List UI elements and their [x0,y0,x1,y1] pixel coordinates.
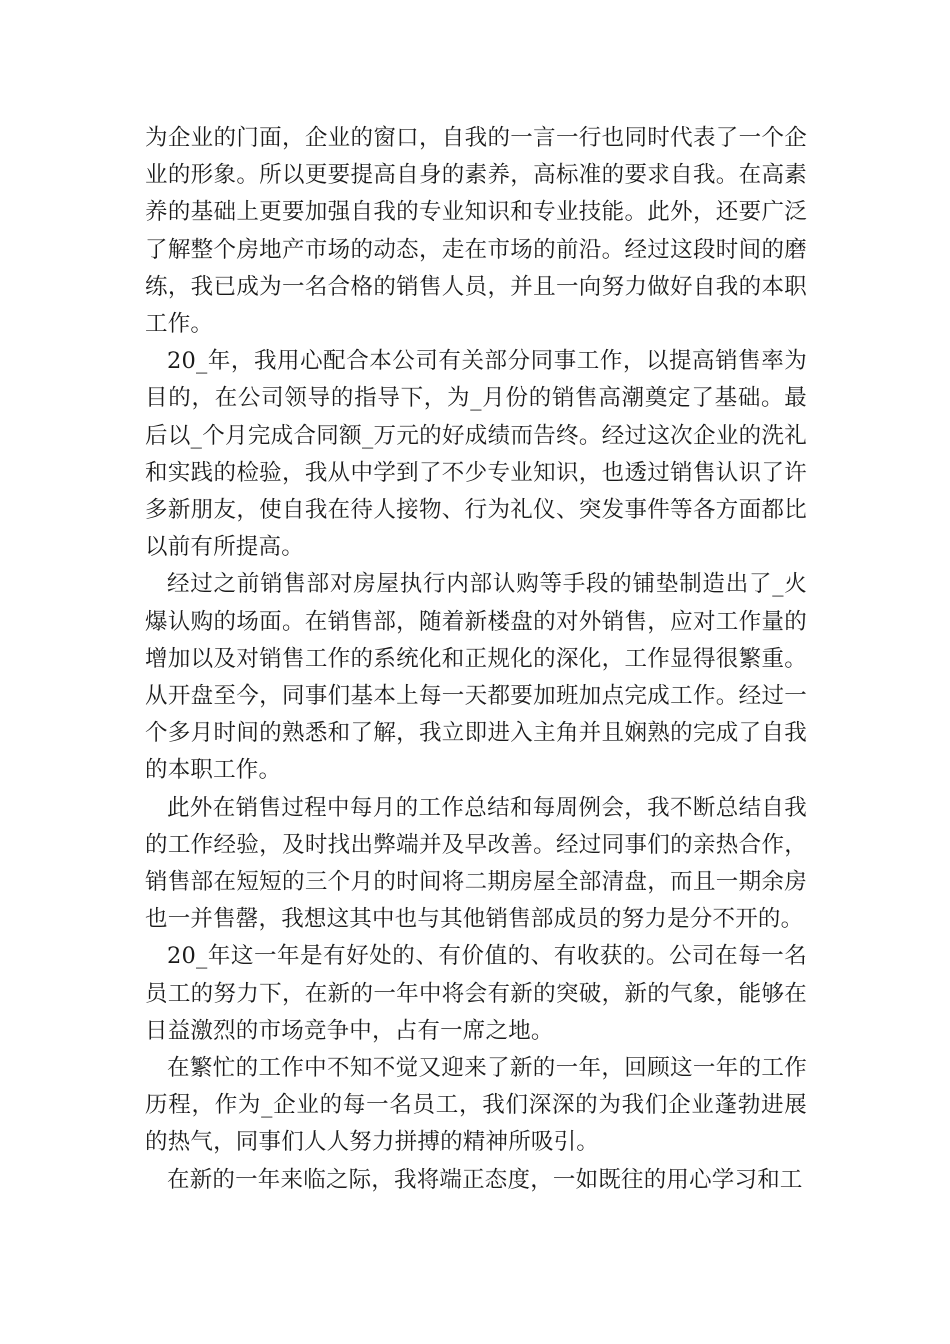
paragraph: 为企业的门面，企业的窗口，自我的一言一行也同时代表了一个企业的形象。所以更要提高自身的素养，高标准的要求自我。在高素养的基础上更要加强自我的专业知识和专业技能。此外，还要广泛了解整个房地产市场的动态，走在市场的前沿。经过这段时间的磨练，我已成为一名合格的销售人员，并且一向努力做好自我的本职工作。 [145,125,807,338]
paragraph: 20_年，我用心配合本公司有关部分同事工作，以提高销售率为目的，在公司领导的指导下，为_月份的销售高潮奠定了基础。最后以_个月完成合同额_万元的好成绩而告终。经过这次企业的洗礼和实践的检验，我从中学到了不少专业知识，也透过销售认识了许多新朋友，使自我在待人接物、行为礼仪、突发事件等各方面都比以前有所提高。 [145,348,807,561]
paragraph: 20_年这一年是有好处的、有价值的、有收获的。公司在每一名员工的努力下，在新的一年中将会有新的突破，新的气象，能够在日益激烈的市场竞争中，占有一席之地。 [145,943,807,1044]
paragraph: 此外在销售过程中每月的工作总结和每周例会，我不断总结自我的工作经验，及时找出弊端并及早改善。经过同事们的亲热合作，销售部在短短的三个月的时间将二期房屋全部清盘，而且一期余房也一并售罄，我想这其中也与其他销售部成员的努力是分不开的。 [145,794,807,933]
paragraph: 在繁忙的工作中不知不觉又迎来了新的一年，回顾这一年的工作历程，作为_企业的每一名员工，我们深深的为我们企业蓬勃进展的热气，同事们人人努力拼搏的精神所吸引。 [145,1055,807,1156]
paragraph: 经过之前销售部对房屋执行内部认购等手段的铺垫制造出了_火爆认购的场面。在销售部，随着新楼盘的对外销售，应对工作量的增加以及对销售工作的系统化和正规化的深化，工作显得很繁重。从开盘至今，同事们基本上每一天都要加班加点完成工作。经过一个多月时间的熟悉和了解，我立即进入主角并且娴熟的完成了自我的本职工作。 [145,571,807,784]
document-page [145,120,807,1199]
paragraph: 在新的一年来临之际，我将端正态度，一如既往的用心学习和工 [167,1166,803,1193]
